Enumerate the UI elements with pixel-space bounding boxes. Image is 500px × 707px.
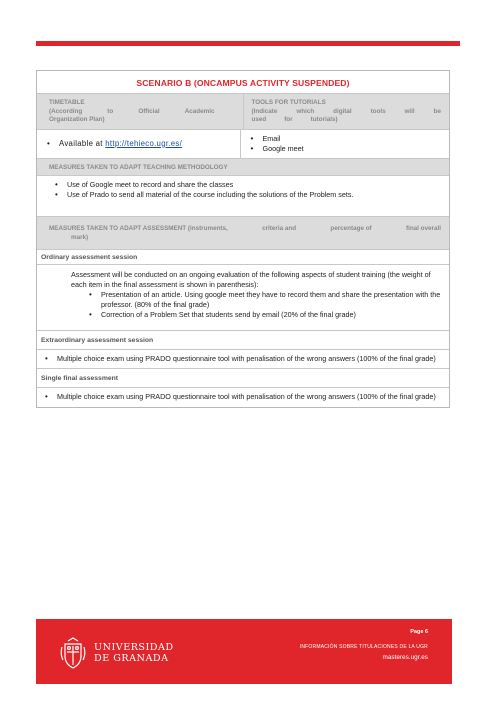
header-word: (Indicate [251, 107, 278, 115]
header-word: final overall [405, 225, 441, 233]
header-word: will [404, 107, 415, 115]
tools-header [243, 94, 450, 129]
guide-table [36, 70, 450, 408]
single-final-content [37, 387, 449, 407]
header-word: to [107, 107, 114, 115]
header-word: tools [370, 107, 386, 115]
assessment-header-line1 [49, 225, 441, 234]
available-label: Available at [59, 138, 106, 148]
assessment-header-line2: mark) [71, 233, 89, 241]
header-word: digital [333, 107, 352, 115]
footer-info-text: INFORMACIÓN SOBRE TITULACIONES DE LA UGR [299, 644, 428, 650]
top-red-bar [36, 41, 460, 46]
timetable-header [37, 94, 243, 129]
methodology-item: • Use of Prado to send all material of the course including the solutions of the Problem sets. [51, 190, 449, 200]
footer-website-link[interactable]: masteres.ugr.es [382, 654, 428, 661]
university-crest-icon [60, 637, 86, 670]
methodology-header: MEASURES TAKEN TO ADAPT TEACHING METHODOLOGY [37, 158, 449, 176]
header-word: MEASURES TAKEN TO ADAPT ASSESSMENT (instruments, [49, 225, 228, 233]
timetable-item [43, 139, 182, 149]
tools-content [240, 130, 450, 158]
tools-header-line2 [252, 108, 442, 117]
methodology-item: • Use of Google meet to record and share the classes [51, 180, 449, 190]
single-final-item: • Multiple choice exam using PRADO questionnaire tool with penalisation of the wrong answers (100% of the final grade) [41, 392, 441, 402]
extraordinary-item: • Multiple choice exam using PRADO questionnaire tool with penalisation of the wrong answers (100% of the final grade) [41, 354, 441, 364]
assessment-header [37, 216, 449, 248]
ordinary-session-label: Ordinary assessment session [37, 249, 449, 264]
header-word: percentage of [330, 225, 372, 233]
extraordinary-session-label: Extraordinary assessment session [37, 330, 449, 349]
tool-item-google-meet: • Google meet [247, 144, 450, 154]
tools-header-title: TOOLS FOR TUTORIALS [251, 99, 326, 106]
single-final-label: Single final assessment [37, 368, 449, 387]
header-word: be [433, 107, 441, 115]
page-number: Page 6 [410, 629, 428, 635]
tool-item-email: • Email [247, 134, 450, 144]
header-word: tutorials) [310, 116, 338, 124]
footer-banner [36, 619, 452, 684]
university-name [94, 642, 174, 664]
ordinary-item: • Presentation of an article. Using google meet they have to record them and share the presentation with the professor. (80% of the final grade) [85, 290, 441, 310]
ordinary-session-content [37, 264, 449, 330]
header-word: criteria and [262, 225, 297, 233]
tools-header-line3 [252, 116, 442, 125]
header-word: (According [49, 107, 83, 115]
timetable-header-line2 [49, 108, 235, 117]
header-word: used [251, 116, 267, 124]
header-word: for [284, 116, 293, 124]
scenario-title: SCENARIO B (ONCAMPUS ACTIVITY SUSPENDED) [136, 78, 350, 88]
timetable-link[interactable]: http://tehieco.ugr.es/ [105, 138, 183, 148]
extraordinary-session-content [37, 349, 449, 368]
ordinary-intro: Assessment will be conducted on an ongoing evaluation of the following aspects of student training (the weight of each item in the final assessment is shown in parenthesis): [71, 269, 431, 289]
ordinary-item: • Correction of a Problem Set that students send by email (20% of the final grade) [85, 310, 441, 320]
timetable-content [37, 130, 240, 158]
timetable-header-line3: Organization Plan) [49, 116, 105, 124]
university-name-line1: UNIVERSIDAD [94, 642, 174, 653]
header-word: which [296, 107, 315, 115]
timetable-tools-content-row [37, 129, 449, 158]
header-word: Academic [184, 107, 215, 115]
university-name-line2: DE GRANADA [94, 653, 169, 664]
methodology-content [37, 175, 449, 208]
header-word: Official [138, 107, 160, 115]
timetable-tools-header-row [37, 93, 449, 129]
timetable-header-title: TIMETABLE [49, 99, 85, 106]
